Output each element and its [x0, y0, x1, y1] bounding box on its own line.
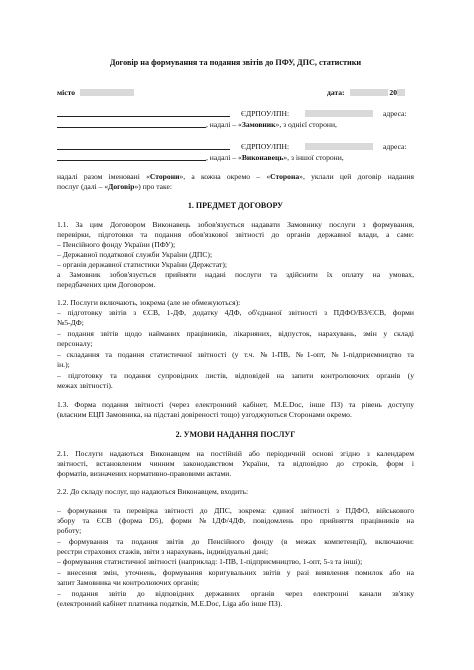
preamble-line-2: послуг (далі – «Договір») про таке: — [57, 182, 173, 191]
city-field[interactable] — [80, 89, 134, 96]
s1-line: а Замовник зобов'язується прийняти надані послуги та здійснити їх оплату на умовах, — [57, 270, 414, 279]
s1-line: персоналу; — [57, 339, 93, 348]
contractor-line-2: , надалі – «Виконавець», з іншої сторони, — [57, 153, 414, 162]
contractor-address-label: адреса: — [383, 142, 407, 151]
s2-line: – формування та перевірка звітності до ДПС, зокрема: єдиної звітності з ПДФО, військового — [57, 506, 414, 515]
s2-line: – формування та подання звітів до Пенсійного фонду (в межах компетенції), включаючи: — [57, 537, 414, 546]
contractor-edrpou-field[interactable] — [305, 143, 373, 150]
date-group — [327, 88, 405, 97]
s1-line: – підготовку та подання супровідних листів, відповідей на запити контролюючих органів (у — [57, 371, 414, 380]
s1-line: (власним ЕЦП Замовника, на підставі довіреності тощо) узгоджуються Сторонами окремо. — [57, 410, 352, 419]
section-1-title: 1. ПРЕДМЕТ ДОГОВОРУ — [187, 201, 284, 210]
s2-line: – подання звітів до відповідних державних органів через електронні канали зв'язку — [57, 589, 414, 598]
date-year: 20 — [389, 88, 397, 97]
contractor-role: Виконавець — [241, 153, 284, 162]
s2-line: роботу; — [57, 526, 82, 535]
s2-line: збору та ЄСВ (форма D5), форми №1ДФ/4ДФ, повідомлень про прийняття працівників на — [57, 516, 414, 525]
customer-line-2: , надалі – «Замовник», з однієї сторони, — [57, 120, 414, 129]
customer-role: Замовник — [241, 120, 276, 129]
s1-line: 1.1. За цим Договором Виконавець зобов'язується надавати Замовнику послуги з формування, — [57, 220, 414, 229]
s1-line: межах звітності). — [57, 381, 113, 390]
s1-line: – Пенсійного фонду України (ПФУ); — [57, 240, 176, 249]
s1-line: №5-ДФ; — [57, 318, 84, 327]
s2-line: реєстри страхових стажів, звіти з нарахувань, індивідуальні дані; — [57, 547, 269, 556]
city-label: місто — [57, 88, 76, 97]
s2-line: – формування статистичної звітності (наприклад: 1-ПВ, 1-підприємництво, 1-опт, 5-з та інші); — [57, 557, 363, 566]
customer-address-label: адреса: — [383, 109, 407, 118]
s1-line: перевірки, підготовки та подання обов'язкової звітності до органів державної влади, а саме: — [57, 230, 414, 239]
customer-edrpou-field[interactable] — [305, 110, 373, 117]
date-field[interactable] — [350, 89, 388, 96]
s1-line: – підготовку звітів з ЄСВ, 1-ДФ, додатку 4ДФ, об'єднаної звітності з ПДФО/ВЗ/ЄСВ, форми — [57, 308, 414, 317]
customer-address-field[interactable] — [57, 120, 206, 128]
s1-line: 1.2. Послуги включають, зокрема (але не обмежуються): — [57, 298, 241, 307]
contractor-address-field[interactable] — [57, 153, 206, 161]
s2-line: – внесення змін, уточнень, формування коригувальних звітів у разі виявлення помилок або на — [57, 568, 414, 577]
s1-line: – Державної податкової служби України (ДПС); — [57, 250, 213, 259]
section-2-title: 2. УМОВИ НАДАННЯ ПОСЛУГ — [175, 430, 296, 439]
s2-line: 2.2. До складу послуг, що надаються Виконавцем, входить: — [57, 487, 249, 496]
s1-line: – подання звітів щодо найманих працівників, лікарняних, відпусток, нарахувань, змін у складі — [57, 329, 414, 338]
contractor-name-field[interactable] — [57, 142, 230, 150]
date-label: дата: — [327, 88, 345, 97]
customer-line-1 — [57, 109, 414, 118]
preamble-line-1: надалі разом іменовані «Сторони», а кожна окремо – «Сторона», уклали цей договір надання — [57, 172, 414, 181]
s2-line: звітності, встановленим чинним законодавством України, та відповідно до строків, форм і — [57, 459, 414, 468]
s1-line: 1.3. Форма подання звітності (через електронний кабінет, M.E.Doc, інше ПЗ) та рівень доступу — [57, 400, 414, 409]
s1-line: передбачених цим Договором. — [57, 280, 156, 289]
contractor-line-1 — [57, 142, 414, 151]
year-field[interactable] — [397, 89, 405, 96]
document-title: Договір на формування та подання звітів до ПФУ, ДПС, статистики — [109, 58, 362, 67]
s1-line: ін.); — [57, 360, 70, 369]
s2-line: форматів, визначених нормативно-правовими актами. — [57, 469, 232, 478]
contractor-edrpou-label: ЄДРПОУ/ІПН: — [241, 142, 290, 151]
city-date-line — [57, 88, 414, 97]
s2-line: 2.1. Послуги надаються Виконавцем на постійній або періодичній основі згідно з календарем — [57, 449, 414, 458]
customer-edrpou-label: ЄДРПОУ/ІПН: — [241, 109, 290, 118]
customer-name-field[interactable] — [57, 109, 230, 117]
s2-line: запит Замовника чи контролюючих органів; — [57, 578, 200, 587]
s1-line: – органів державної статистики України (Держстат); — [57, 260, 227, 269]
s2-line: (електронний кабінет платника податків, M.E.Doc, Liga або інше ПЗ). — [57, 599, 283, 608]
s1-line: – складання та подання статистичної звітності (у т.ч. №1-ПВ, №1-опт, №1-підприємництво та — [57, 350, 414, 359]
